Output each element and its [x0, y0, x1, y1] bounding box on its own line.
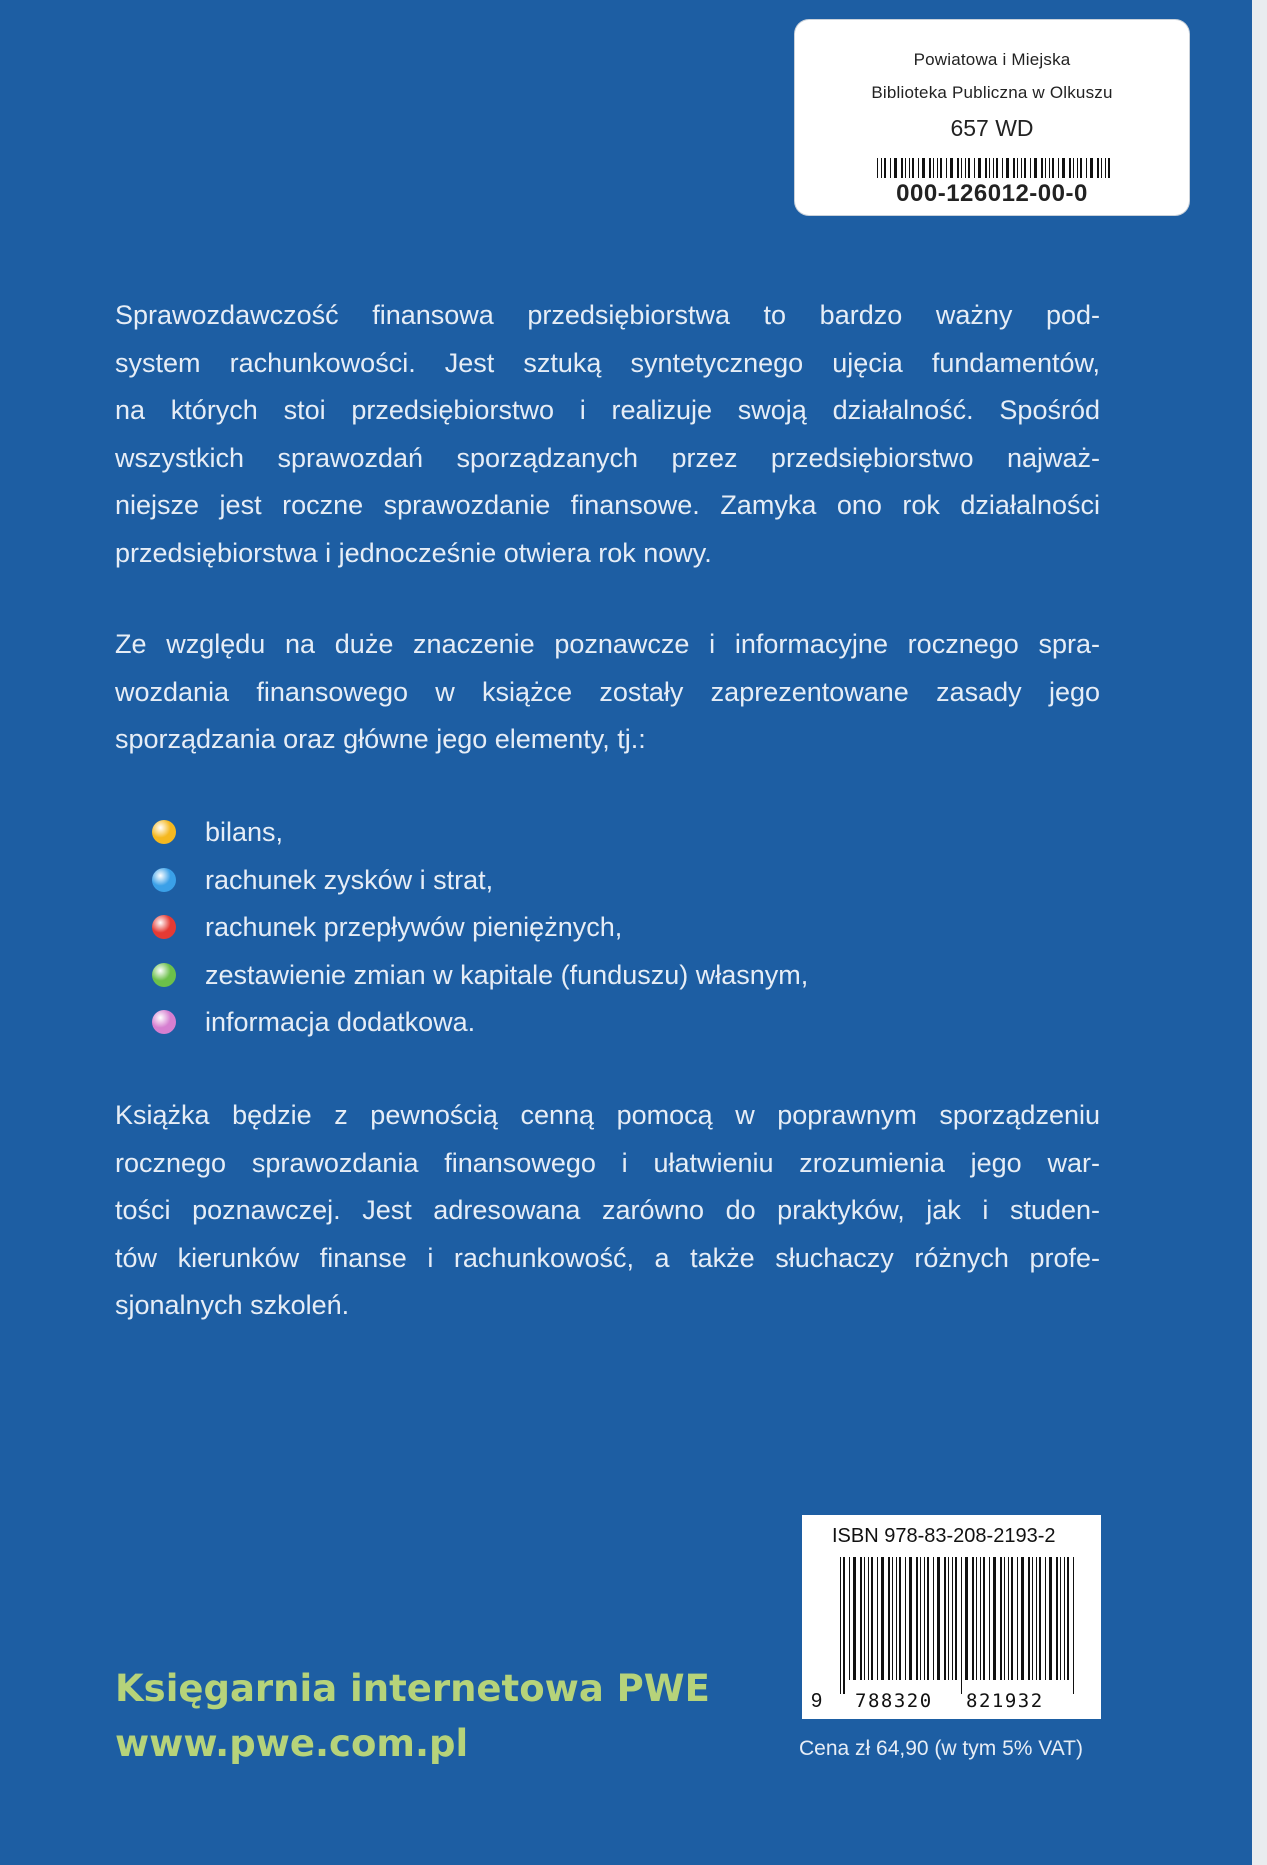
library-name-line2: Biblioteka Publiczna w Olkuszu [871, 83, 1113, 102]
barcode-bar [937, 158, 938, 178]
barcode-bar [957, 158, 959, 178]
barcode-bar [1105, 158, 1106, 178]
barcode-bar [853, 1557, 856, 1680]
library-barcode [877, 158, 1111, 178]
paragraph-line: tości poznawczej. Jest adresowana zarówno do praktyków, jak i studen- [115, 1195, 1100, 1225]
barcode-bar [920, 1557, 921, 1680]
isbn-number: ISBN 978-83-208-2193-2 [832, 1525, 1056, 1547]
barcode-bar [937, 1557, 940, 1680]
bullet-dot-icon [152, 1010, 176, 1034]
barcode-bar [1064, 1557, 1065, 1680]
paragraph-line: wozdania finansowego w książce zostały zaprezentowane zasady jego [115, 676, 1100, 707]
barcode-bar [978, 158, 981, 178]
library-name-line1: Powiatowa i Miejska [913, 50, 1071, 69]
list-item-label: rachunek przepływów pieniężnych, [205, 912, 623, 942]
list-item-label: rachunek zysków i strat, [205, 864, 494, 895]
barcode-bar [933, 158, 934, 178]
barcode-bar [1021, 158, 1022, 178]
barcode-bar [1067, 1557, 1069, 1680]
barcode-bar [871, 1557, 873, 1680]
ean-lead-digit: 9 [811, 1690, 823, 1712]
barcode-bar [972, 1557, 974, 1680]
barcode-bar [961, 1557, 962, 1694]
barcode-bar [1032, 1557, 1033, 1680]
barcode-bar [1056, 1557, 1058, 1680]
barcode-bar [896, 1557, 897, 1680]
barcode-bar [899, 1557, 901, 1680]
barcode-bar [877, 1557, 878, 1680]
barcode-bar [1024, 158, 1026, 178]
paragraph-line: wszystkich sprawozdań sporządzanych przez przedsiębiorstwo najważ- [115, 442, 1100, 473]
barcode-bar [1080, 158, 1082, 178]
barcode-bar [840, 1557, 841, 1694]
barcode-bar [1073, 1557, 1074, 1694]
barcode-bar [1062, 158, 1065, 178]
barcode-bar [993, 158, 994, 178]
barcode-bar [1008, 1557, 1009, 1680]
barcode-bar [1058, 158, 1059, 178]
library-sticker [795, 20, 1189, 215]
barcode-bar [965, 158, 966, 178]
library-signature: 657 WD [950, 115, 1034, 141]
barcode-bar [1002, 158, 1003, 178]
barcode-bar [909, 1557, 912, 1680]
barcode-bar [946, 158, 947, 178]
barcode-bar [1101, 158, 1102, 178]
bookstore-name: Księgarnia internetowa PWE [115, 1667, 710, 1710]
barcode-bar [912, 158, 914, 178]
barcode-bar [905, 158, 906, 178]
paragraph-line: sjonalnych szkoleń. [115, 1290, 350, 1320]
barcode-bar [922, 158, 925, 178]
barcode-bar [1049, 158, 1050, 178]
barcode-bar [892, 1557, 893, 1680]
barcode-bar [1077, 158, 1078, 178]
paragraph-line: niejsze jest roczne sprawozdanie finansowe. Zamyka ono rok działalności [115, 490, 1100, 520]
isbn-barcode-box [802, 1515, 1101, 1719]
barcode-bar [1060, 1557, 1061, 1680]
bullet-dot-icon [152, 915, 176, 939]
barcode-bar [961, 158, 962, 178]
paragraph-line: tów kierunków finanse i rachunkowość, a także słuchaczy różnych profe- [115, 1242, 1100, 1273]
barcode-bar [881, 158, 882, 178]
barcode-bar [933, 1557, 934, 1680]
barcode-bar [1090, 158, 1093, 178]
barcode-bar [948, 1557, 949, 1680]
barcode-bar [1000, 1557, 1002, 1680]
barcode-bar [1017, 1557, 1018, 1680]
barcode-bar [884, 158, 886, 178]
barcode-bar [1013, 158, 1015, 178]
barcode-bar [860, 1557, 862, 1680]
barcode-bar [1021, 1557, 1024, 1680]
barcode-bar [1049, 1557, 1052, 1680]
barcode-bar [940, 158, 942, 178]
paragraph-line: na których stoi przedsiębiorstwo i realizuje swoją działalność. Spośród [115, 395, 1100, 425]
barcode-bar [1069, 158, 1071, 178]
barcode-bar [849, 1557, 850, 1680]
publisher-website: www.pwe.com.pl [115, 1722, 469, 1765]
barcode-bar [868, 1557, 869, 1680]
barcode-bar [1052, 158, 1054, 178]
barcode-bar [1017, 158, 1018, 178]
paragraph-line: przedsiębiorstwa i jednocześnie otwiera rok nowy. [115, 537, 712, 568]
barcode-bar [968, 158, 970, 178]
barcode-bar [881, 1557, 884, 1680]
barcode-bar [993, 1557, 996, 1680]
barcode-bar [901, 158, 903, 178]
barcode-bar [905, 1557, 906, 1680]
list-item-label: informacja dodatkowa. [205, 1007, 476, 1037]
barcode-bar [929, 158, 931, 178]
barcode-bar [1006, 158, 1009, 178]
paragraph-line: system rachunkowości. Jest sztuką syntetycznego ujęcia fundamentów, [115, 347, 1100, 378]
bullet-dot-icon [152, 820, 176, 844]
barcode-bar [1073, 158, 1074, 178]
barcode-bar [1039, 1557, 1041, 1680]
paragraph-line: Sprawozdawczość finansowa przedsiębiorstwa to bardzo ważny pod- [115, 300, 1100, 330]
library-code: 000-126012-00-0 [896, 180, 1088, 207]
barcode-bar [1004, 1557, 1005, 1680]
price-label: Cena zł 64,90 (w tym 5% VAT) [799, 1737, 1083, 1760]
barcode-bar [989, 158, 990, 178]
barcode-bar [894, 158, 897, 178]
barcode-bar [1086, 158, 1087, 178]
list-item-label: zestawienie zmian w kapitale (funduszu) własnym, [205, 959, 809, 990]
barcode-bar [980, 1557, 981, 1680]
barcode-bar [918, 158, 919, 178]
paragraph-line: Ze względu na duże znaczenie poznawcze i informacyjne rocznego spra- [115, 629, 1100, 659]
barcode-bar [955, 1557, 957, 1680]
list-item-label: bilans, [205, 817, 284, 847]
barcode-bar [1045, 158, 1046, 178]
description-paragraph-3 [115, 1092, 1100, 1330]
barcode-bar [888, 1557, 890, 1680]
description-paragraph-1 [115, 292, 1100, 577]
barcode-bar [877, 158, 878, 178]
barcode-bar [1011, 1557, 1013, 1680]
barcode-bar [909, 158, 910, 178]
barcode-bar [1041, 158, 1043, 178]
description-paragraph-2 [115, 621, 1100, 764]
barcode-bar [927, 1557, 929, 1680]
barcode-bar [976, 1557, 977, 1680]
bullet-dot-icon [152, 963, 176, 987]
barcode-bar [996, 158, 998, 178]
barcode-bar [1028, 1557, 1030, 1680]
barcode-bar [916, 1557, 918, 1680]
paragraph-line: rocznego sprawozdania finansowego i ułatwieniu zrozumienia jego war- [115, 1147, 1100, 1178]
ean-barcode [840, 1557, 1078, 1694]
barcode-bar [1034, 158, 1037, 178]
page-edge [1252, 0, 1267, 1865]
barcode-bar [890, 158, 891, 178]
barcode-bar [1036, 1557, 1037, 1680]
bullet-dot-icon [152, 868, 176, 892]
ean-digits-right: 821932 [966, 1690, 1044, 1712]
barcode-bar [965, 1557, 968, 1680]
barcode-bar [924, 1557, 925, 1680]
barcode-bar [864, 1557, 865, 1680]
barcode-bar [974, 158, 975, 178]
barcode-bar [944, 1557, 946, 1680]
paragraph-line: sporządzania oraz główne jego elementy, tj.: [115, 724, 646, 754]
barcode-bar [1097, 158, 1099, 178]
barcode-bar [1045, 1557, 1046, 1680]
barcode-bar [952, 1557, 953, 1680]
paragraph-line: Książka będzie z pewnością cenną pomocą w poprawnym sporządzeniu [115, 1100, 1100, 1130]
barcode-bar [843, 1557, 845, 1694]
barcode-bar [983, 1557, 985, 1680]
barcode-bar [985, 158, 987, 178]
ean-digits-left: 788320 [855, 1690, 933, 1712]
barcode-bar [1108, 158, 1110, 178]
barcode-bar [989, 1557, 990, 1680]
barcode-bar [1030, 158, 1031, 178]
barcode-bar [950, 158, 953, 178]
